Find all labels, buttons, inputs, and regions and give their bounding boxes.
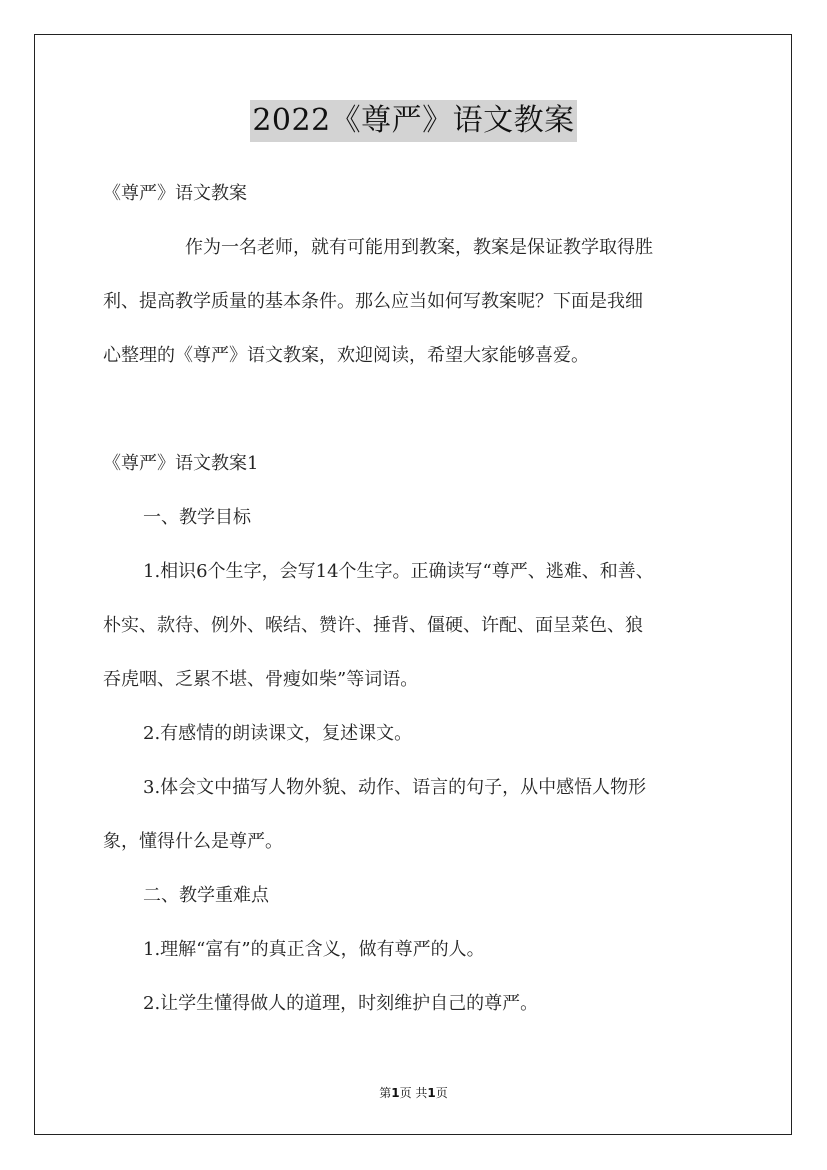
footer-page-number: 1 xyxy=(391,1086,400,1100)
footer-page-suffix: 页 xyxy=(435,1086,448,1100)
document-title: 2022《尊严》语文教案 xyxy=(250,100,576,142)
footer-page-mid: 页 共 xyxy=(399,1086,428,1100)
footer-page-prefix: 第 xyxy=(379,1086,392,1100)
key-point-2: 2.让学生懂得做人的道理，时刻维护自己的尊严。 xyxy=(143,993,539,1014)
goal-3-line-2: 象，懂得什么是尊严。 xyxy=(103,831,283,852)
intro-line-2: 利、提高教学质量的基本条件。那么应当如何写教案呢？下面是我细 xyxy=(103,291,643,312)
subtitle: 《尊严》语文教案 xyxy=(103,183,247,204)
goal-1-line-2: 朴实、款待、例外、喉结、赞许、捶背、僵硬、许配、面呈菜色、狼 xyxy=(103,615,643,636)
goal-1-line-1: 1.相识6个生字，会写14个生字。正确读写“尊严、逃难、和善、 xyxy=(143,561,654,582)
title-container xyxy=(0,100,827,142)
goal-2: 2.有感情的朗读课文，复述课文。 xyxy=(143,723,413,744)
key-points-heading: 二、教学重难点 xyxy=(143,885,269,906)
goal-1-line-3: 吞虎咽、乏累不堪、骨瘦如柴”等词语。 xyxy=(103,669,419,690)
section-heading: 《尊严》语文教案1 xyxy=(103,453,259,474)
footer-page-total: 1 xyxy=(427,1086,436,1100)
page-footer xyxy=(0,1084,827,1101)
goals-heading: 一、教学目标 xyxy=(143,507,251,528)
intro-line-1: 作为一名老师，就有可能用到教案，教案是保证教学取得胜 xyxy=(185,237,653,258)
intro-line-3: 心整理的《尊严》语文教案，欢迎阅读，希望大家能够喜爱。 xyxy=(103,345,589,366)
key-point-1: 1.理解“富有”的真正含义，做有尊严的人。 xyxy=(143,939,485,960)
goal-3-line-1: 3.体会文中描写人物外貌、动作、语言的句子，从中感悟人物形 xyxy=(143,777,647,798)
